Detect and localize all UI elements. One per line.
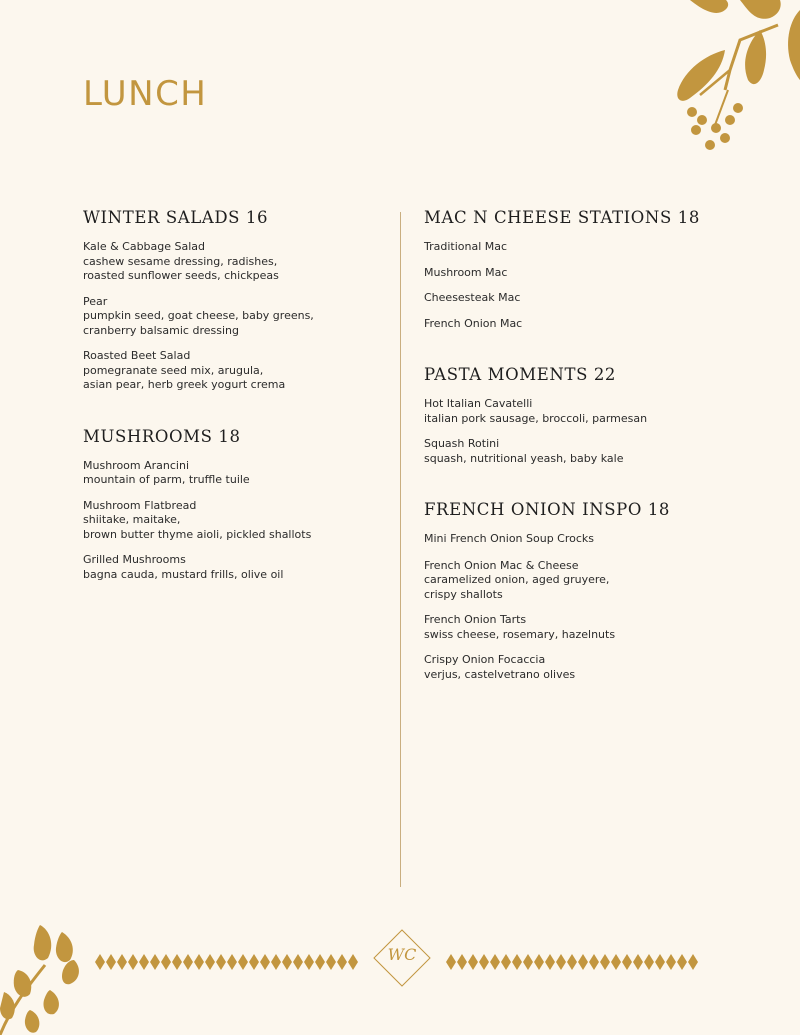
- menu-section-french-onion: [424, 500, 724, 682]
- diamond-ornament: [468, 954, 478, 970]
- item-description: crispy shallots: [424, 587, 503, 601]
- diamond-ornament: [337, 954, 347, 970]
- item-name: Traditional Mac: [424, 240, 508, 253]
- diamond-ornament: [644, 954, 654, 970]
- diamond-ornament: [501, 954, 511, 970]
- menu-item: [424, 397, 724, 426]
- item-description: mountain of parm, truffle tuile: [83, 473, 250, 486]
- menu-item: [424, 240, 724, 255]
- item-description: asian pear, herb greek yogurt crema: [83, 378, 286, 391]
- item-name: Kale & Cabbage Salad: [83, 240, 206, 253]
- item-name: French Onion Tarts: [424, 613, 527, 626]
- menu-item: [424, 266, 724, 281]
- diamond-ornament: [150, 954, 160, 970]
- monogram-diamond-icon: [373, 929, 431, 987]
- diamond-ornament: [534, 954, 544, 970]
- diamond-ornament: [216, 954, 226, 970]
- left-column: [83, 208, 383, 604]
- menu-item: [83, 553, 383, 582]
- item-name: Roasted Beet Salad: [83, 349, 191, 362]
- diamond-ornament: [567, 954, 577, 970]
- diamond-border-left: [95, 952, 360, 972]
- leaf-branch-icon: [0, 910, 90, 1035]
- menu-item: [83, 499, 383, 543]
- diamond-ornament: [282, 954, 292, 970]
- item-description: bagna cauda, mustard frills, olive oil: [83, 567, 284, 581]
- menu-section-pasta-moments: [424, 365, 724, 466]
- menu-item: [424, 559, 724, 603]
- menu-section-mac-n-cheese: [424, 208, 724, 331]
- column-divider: [400, 212, 401, 887]
- section-title: PASTA MOMENTS 22: [424, 365, 617, 384]
- item-description: pomegranate seed mix, arugula,: [83, 363, 264, 377]
- diamond-ornament: [622, 954, 632, 970]
- menu-item: [424, 613, 724, 642]
- diamond-ornament: [655, 954, 665, 970]
- diamond-ornament: [117, 954, 127, 970]
- diamond-ornament: [172, 954, 182, 970]
- diamond-ornament: [183, 954, 193, 970]
- item-name: Mushroom Arancini: [83, 458, 190, 472]
- diamond-ornament: [139, 954, 149, 970]
- section-title: MUSHROOMS 18: [83, 426, 241, 446]
- leaf-branch-icon: [630, 0, 800, 160]
- diamond-ornament: [479, 954, 489, 970]
- item-description: cashew sesame dressing, radishes,: [83, 254, 278, 268]
- item-name: Hot Italian Cavatelli: [424, 397, 533, 410]
- diamond-ornament: [271, 954, 281, 970]
- menu-item: [83, 349, 383, 393]
- diamond-ornament: [677, 954, 687, 970]
- item-description: shiitake, maitake,: [83, 513, 181, 526]
- diamond-ornament: [545, 954, 555, 970]
- diamond-ornament: [95, 954, 105, 970]
- item-description: squash, nutritional yeash, baby kale: [424, 451, 624, 465]
- item-description: brown butter thyme aioli, pickled shallots: [83, 527, 312, 541]
- menu-section-winter-salads: [83, 208, 383, 393]
- diamond-ornament: [688, 954, 698, 970]
- item-name: French Onion Mac & Cheese: [424, 558, 579, 572]
- diamond-ornament: [589, 954, 599, 970]
- item-description: roasted sunflower seeds, chickpeas: [83, 269, 279, 282]
- item-name: Crispy Onion Focaccia: [424, 653, 546, 666]
- item-name: French Onion Mac: [424, 316, 523, 330]
- diamond-ornament: [446, 954, 456, 970]
- section-title: FRENCH ONION INSPO 18: [424, 500, 671, 519]
- diamond-ornament: [194, 954, 204, 970]
- diamond-ornament: [457, 954, 467, 970]
- item-name: Grilled Mushrooms: [83, 553, 186, 566]
- diamond-ornament: [348, 954, 358, 970]
- diamond-ornament: [227, 954, 237, 970]
- diamond-ornament: [249, 954, 259, 970]
- menu-item: [424, 653, 724, 682]
- menu-section-mushrooms: [83, 427, 383, 583]
- diamond-border-right: [446, 952, 708, 972]
- diamond-ornament: [633, 954, 643, 970]
- item-description: verjus, castelvetrano olives: [424, 667, 576, 681]
- item-name: Squash Rotini: [424, 437, 500, 450]
- diamond-ornament: [490, 954, 500, 970]
- item-description: caramelized onion, aged gruyere,: [424, 573, 610, 586]
- section-title: MAC N CHEESE STATIONS 18: [424, 208, 700, 227]
- diamond-ornament: [238, 954, 248, 970]
- menu-item: [83, 240, 383, 284]
- item-description: cranberry balsamic dressing: [83, 323, 239, 337]
- item-description: swiss cheese, rosemary, hazelnuts: [424, 627, 616, 641]
- right-column: [424, 208, 724, 704]
- menu-item: [424, 317, 724, 332]
- diamond-ornament: [106, 954, 116, 970]
- diamond-ornament: [315, 954, 325, 970]
- item-name: Pear: [83, 294, 108, 308]
- diamond-ornament: [666, 954, 676, 970]
- diamond-ornament: [611, 954, 621, 970]
- diamond-ornament: [260, 954, 270, 970]
- diamond-ornament: [326, 954, 336, 970]
- page-title: LUNCH: [83, 74, 208, 114]
- diamond-ornament: [556, 954, 566, 970]
- item-description: italian pork sausage, broccoli, parmesan: [424, 411, 648, 425]
- diamond-ornament: [205, 954, 215, 970]
- diamond-ornament: [600, 954, 610, 970]
- item-name: Mushroom Flatbread: [83, 498, 197, 512]
- item-name: Mushroom Mac: [424, 265, 508, 279]
- item-name: Cheesesteak Mac: [424, 291, 521, 304]
- diamond-ornament: [128, 954, 138, 970]
- menu-item: [83, 295, 383, 339]
- diamond-ornament: [161, 954, 171, 970]
- menu-item: [424, 291, 724, 306]
- menu-item: [424, 532, 724, 547]
- menu-item: [83, 459, 383, 488]
- item-name: Mini French Onion Soup Crocks: [424, 532, 595, 545]
- item-description: pumpkin seed, goat cheese, baby greens,: [83, 309, 314, 322]
- diamond-ornament: [293, 954, 303, 970]
- menu-item: [424, 437, 724, 466]
- section-title: WINTER SALADS 16: [83, 208, 269, 227]
- diamond-ornament: [578, 954, 588, 970]
- diamond-ornament: [523, 954, 533, 970]
- diamond-ornament: [512, 954, 522, 970]
- diamond-ornament: [304, 954, 314, 970]
- logo-text: WC: [387, 945, 417, 964]
